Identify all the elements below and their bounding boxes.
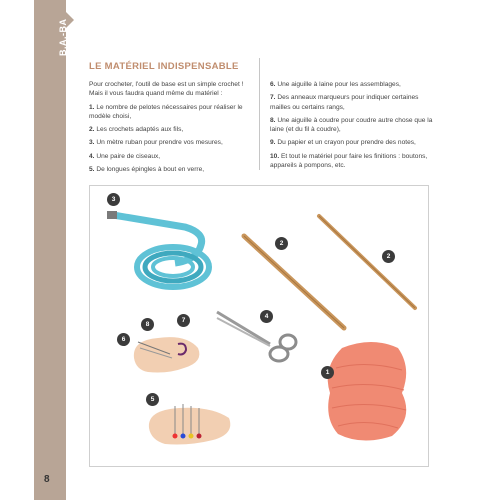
item-number: 9. (270, 139, 276, 147)
item-number: 10. (270, 152, 280, 160)
list-item (89, 152, 249, 161)
intro-paragraph: Pour crocheter, l'outil de base est un simple crochet ! Mais il vous faudra quand même du matériel : (89, 81, 244, 98)
badge-wool-needle: 6 (117, 333, 130, 346)
item-number: 2. (89, 126, 95, 134)
badge-hook-left: 2 (275, 237, 288, 250)
list-item (270, 80, 440, 89)
list-item (89, 125, 249, 134)
pincushion-needles (128, 328, 208, 378)
item-text: Une aiguille à coudre pour coudre autre chose que la laine (et du fil à coudre), (270, 116, 433, 134)
list-item (270, 138, 440, 147)
section-title: LE MATÉRIEL INDISPENSABLE (89, 61, 239, 72)
item-text: Un mètre ruban pour prendre vos mesures, (94, 139, 223, 147)
badge-sewing-needle: 8 (141, 318, 154, 331)
list-item (270, 116, 440, 135)
tape-measure-illustration (105, 205, 220, 295)
item-text: Une paire de ciseaux, (94, 152, 161, 160)
list-item (270, 152, 440, 171)
item-text: Les crochets adaptés aux fils, (94, 126, 184, 134)
list-item (89, 103, 249, 122)
scissors-illustration (215, 308, 300, 368)
list-item (270, 93, 440, 112)
yarn-ball-illustration (322, 338, 410, 443)
item-number: 3. (89, 139, 95, 147)
item-number: 1. (89, 103, 95, 111)
item-number: 7. (270, 94, 276, 102)
column-divider (259, 58, 260, 170)
list-item (89, 165, 249, 174)
item-text: De longues épingles à bout en verre, (94, 166, 205, 174)
badge-tape-measure: 3 (107, 193, 120, 206)
list-item (89, 138, 249, 147)
item-number: 6. (270, 81, 276, 88)
item-number: 5. (89, 166, 95, 174)
badge-pins: 5 (146, 393, 159, 406)
item-number: 8. (270, 116, 276, 124)
item-text: Des anneaux marqueurs pour indiquer certaines mailles ou certains rangs, (270, 94, 419, 111)
item-text: Une aiguille à laine pour les assemblages, (275, 81, 401, 88)
item-text: Et tout le matériel pour faire les finitions : boutons, appareils à pompons, etc. (270, 152, 428, 170)
text-column-right (270, 80, 440, 174)
sidebar-label: B.A.-BA (58, 18, 68, 56)
badge-hook-right: 2 (382, 250, 395, 263)
badge-markers: 7 (177, 314, 190, 327)
sidebar-band (34, 0, 66, 500)
page-number: 8 (44, 474, 50, 485)
text-column-left (89, 80, 249, 178)
pin-cushion (145, 400, 235, 448)
item-number: 4. (89, 152, 95, 160)
crochet-hook-right (315, 212, 420, 312)
badge-scissors: 4 (260, 310, 273, 323)
item-text: Du papier et un crayon pour prendre des notes, (275, 139, 416, 147)
badge-yarn: 1 (321, 366, 334, 379)
item-text: Le nombre de pelotes nécessaires pour réaliser le modèle choisi, (89, 103, 243, 120)
